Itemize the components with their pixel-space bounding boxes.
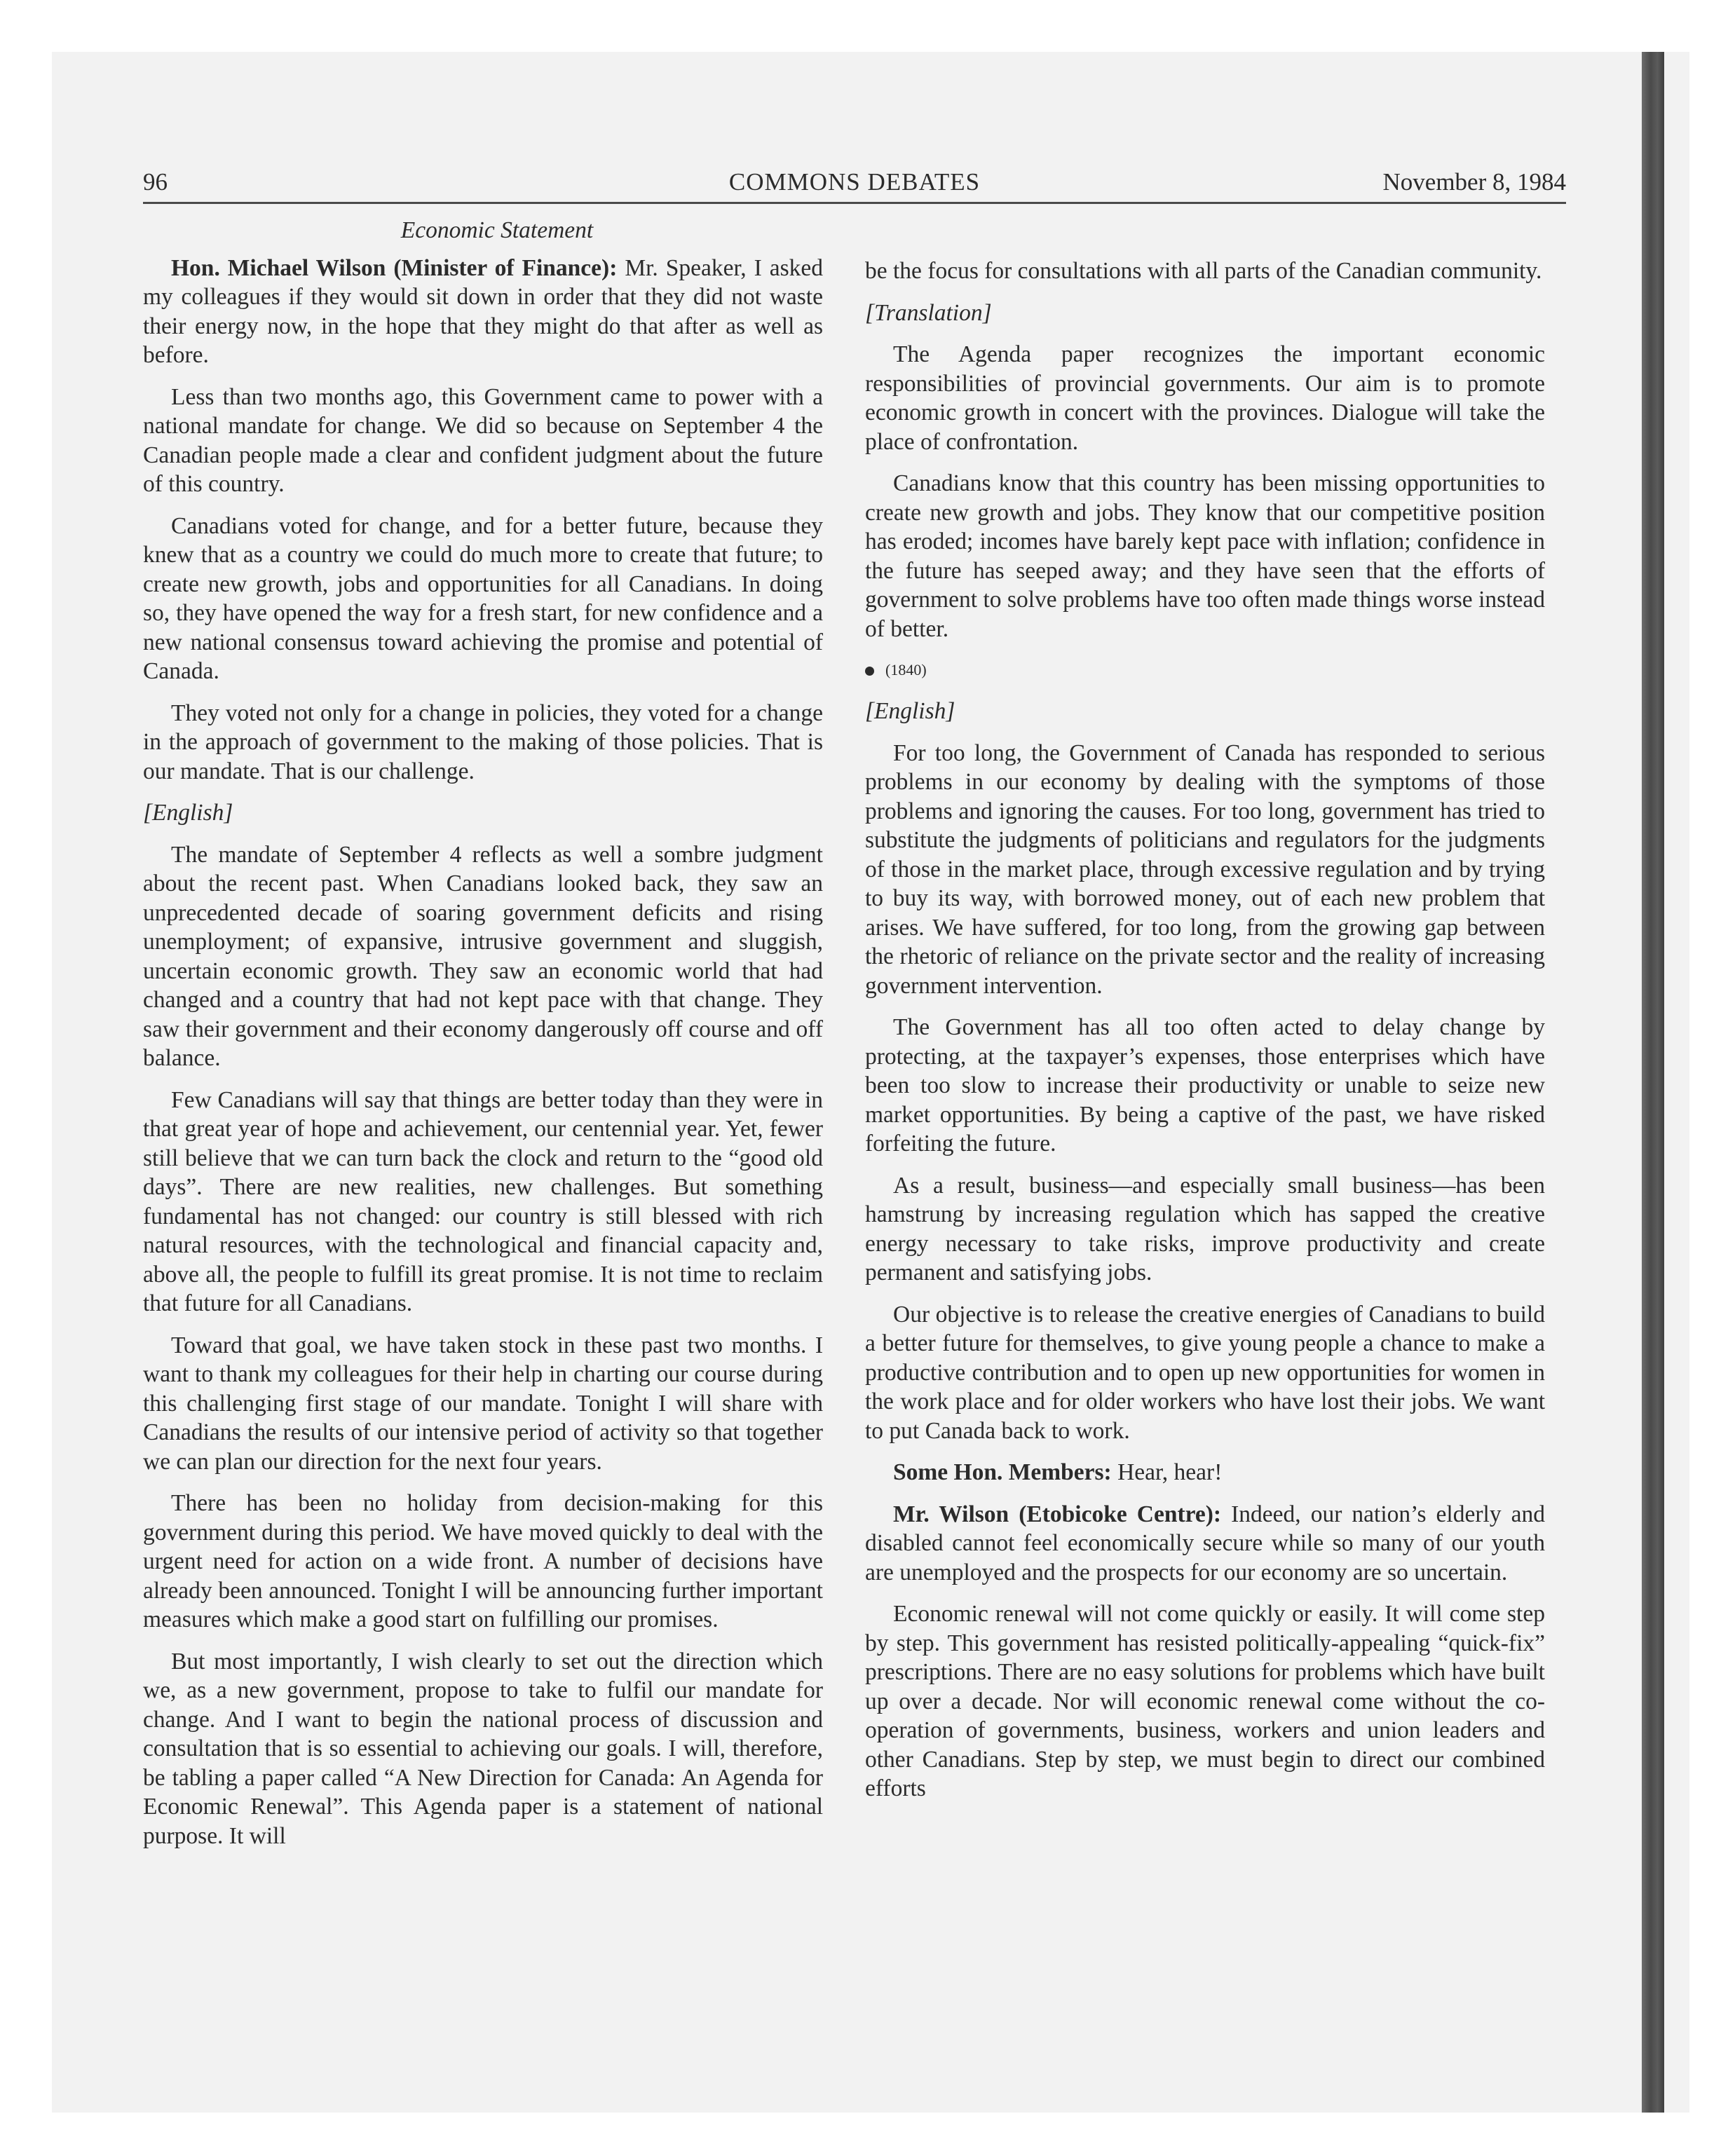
paragraph: They voted not only for a change in policies, they voted for a change in the approach of government to the making of those policies. That is our mandate. That is our challenge. [143,700,823,784]
page-header [143,163,1566,204]
paragraph [143,254,823,370]
paragraph: But most importantly, I wish clearly to set out the direction which we, as a new government, propose to take to fulfil our mandate for change. And I want to begin the national process of discussion and consultation that is so essential to achieving our goals. I will, therefore, be tabling a paper called “A New Direction for Canada: An Agenda for Economic Renewal”. This Agenda paper is a statement of national purpose. It will [143,1648,823,1849]
paragraph: Canadians voted for change, and for a better future, because they knew that as a country we could do much more to create that future; to create new growth, jobs and opportunities for all Canadians. In doing so, they have opened the way for a fresh start, for new confidence and a new national consensus toward achieving the promise and potential of Canada. [143,512,823,684]
language-marker: [English] [865,698,955,724]
paragraph [865,1500,1545,1588]
paragraph: Our objective is to release the creative energies of Canadians to build a better future for themselves, to give young people a chance to make a productive contribution and to open up new opportunities for women in the work place and for older workers who have lost their jobs. We want to put Canada back to work. [865,1301,1545,1444]
paragraph: Canadians know that this country has been missing opportunities to create new growth and jobs. They know that our competitive position has eroded; incomes have barely kept pace with inflation; confidence in the future has seeped away; and they have seen that the efforts of government to solve problems have too often made things worse instead of better. [865,470,1545,642]
timestamp-marker [865,656,1545,684]
section-title: Economic Statement [400,217,594,243]
page-date: November 8, 1984 [1382,168,1566,196]
paragraph: The Agenda paper recognizes the important economic responsibilities of provincial governments. Our aim is to promote economic growth in concert with the provinces. Dialogue will take the place of confrontation. [865,341,1545,455]
paragraph: There has been no holiday from decision-making for this government during this period. We have moved quickly to deal with the urgent need for action on a wide front. A number of decisions have already been announced. Tonight I will be announcing further important measures which make a good start on fulfilling our promises. [143,1490,823,1632]
paragraph: The mandate of September 4 reflects as well a sombre judgment about the recent past. When Canadians looked back, they saw an unprecedented decade of soaring government deficits and rising unemployment; of expansive, intrusive government and sluggish, uncertain economic growth. They saw an economic world that had changed and a country that had not kept pace with that change. They saw their government and their economy dangerously off course and off balance. [143,841,823,1071]
bullet-icon [865,667,874,676]
speaker-name: Hon. Michael Wilson (Minister of Finance): [171,254,618,281]
speaker-name: Some Hon. Members: [893,1459,1112,1485]
timestamp-text: (1840) [885,661,927,678]
speech-text: Mr. Speaker, I asked my colleagues if they would sit down in order that they did not waste their energy now, in the hope that they might do that after as well as before. [143,254,824,368]
paragraph: Few Canadians will say that things are better today than they were in that great year of hope and achievement, our centennial year. Yet, fewer still believe that we can turn back the clock and return to the “good old days”. There are new realities, new challenges. But something fundamental has not changed: our country is still blessed with rich natural resources, with the technological and financial capacity and, above all, the people to fulfill its great promise. It is not time to reclaim that future for all Canadians. [143,1086,823,1316]
page-number: 96 [143,168,168,196]
paragraph: As a result, business—and especially small business—has been hamstrung by increasing regulation which has sapped the creative energy necessary to take risks, improve productivity and create permanent and satisfying jobs. [865,1172,1545,1285]
speech-text: Hear, hear! [1117,1459,1223,1485]
paragraph: Less than two months ago, this Government came to power with a national mandate for change. We did so because on September 4 the Canadian people made a clear and confident judgment about the future of this country. [143,383,823,497]
speech-text: Indeed, our nation’s elderly and disabled cannot feel economically secure while so many of our youth are unemployed and the prospects for our economy are so uncertain. [865,1501,1545,1585]
page-edge-shadow [1642,52,1664,2113]
left-column [143,216,823,1863]
right-column [865,257,1545,1816]
paragraph: Economic renewal will not come quickly or easily. It will come step by step. This government has resisted politically-appealing “quick-fix” prescriptions. There are no easy solutions for problems which have built up over a decade. Nor will economic renewal come without the co-operation of governments, business, workers and union leaders and other Canadians. Step by step, we must begin to direct our combined efforts [865,1601,1545,1801]
paragraph: The Government has all too often acted to delay change by protecting, at the taxpayer’s expenses, those enterprises which have been too slow to increase their productivity or unable to seize new market opportunities. By being a captive of the past, we have risked forfeiting the future. [865,1014,1545,1157]
language-marker: [Translation] [865,299,992,326]
paragraph [865,1458,1545,1487]
language-marker: [English] [143,800,233,826]
paragraph: be the focus for consultations with all parts of the Canadian community. [865,258,1542,284]
paragraph: Toward that goal, we have taken stock in these past two months. I want to thank my colleagues for their help in charting our course during this challenging first stage of our mandate. Tonight I will share with Canadians the results of our intensive period of activity so that together we can plan our direction for the next four years. [143,1332,823,1475]
paragraph: For too long, the Government of Canada has responded to serious problems in our economy by dealing with the symptoms of those problems and ignoring the causes. For too long, government has tried to substitute the judgments of politicians and regulators for the judgments of those in the market place, through excessive regulation and by trying to buy its way, with borrowed money, out of each new problem that arises. We have suffered, for too long, from the growing gap between the rhetoric of reliance on the private sector and the reality of increasing government intervention. [865,739,1545,999]
speaker-name: Mr. Wilson (Etobicoke Centre): [893,1501,1222,1527]
publication-title: COMMONS DEBATES [728,168,981,196]
